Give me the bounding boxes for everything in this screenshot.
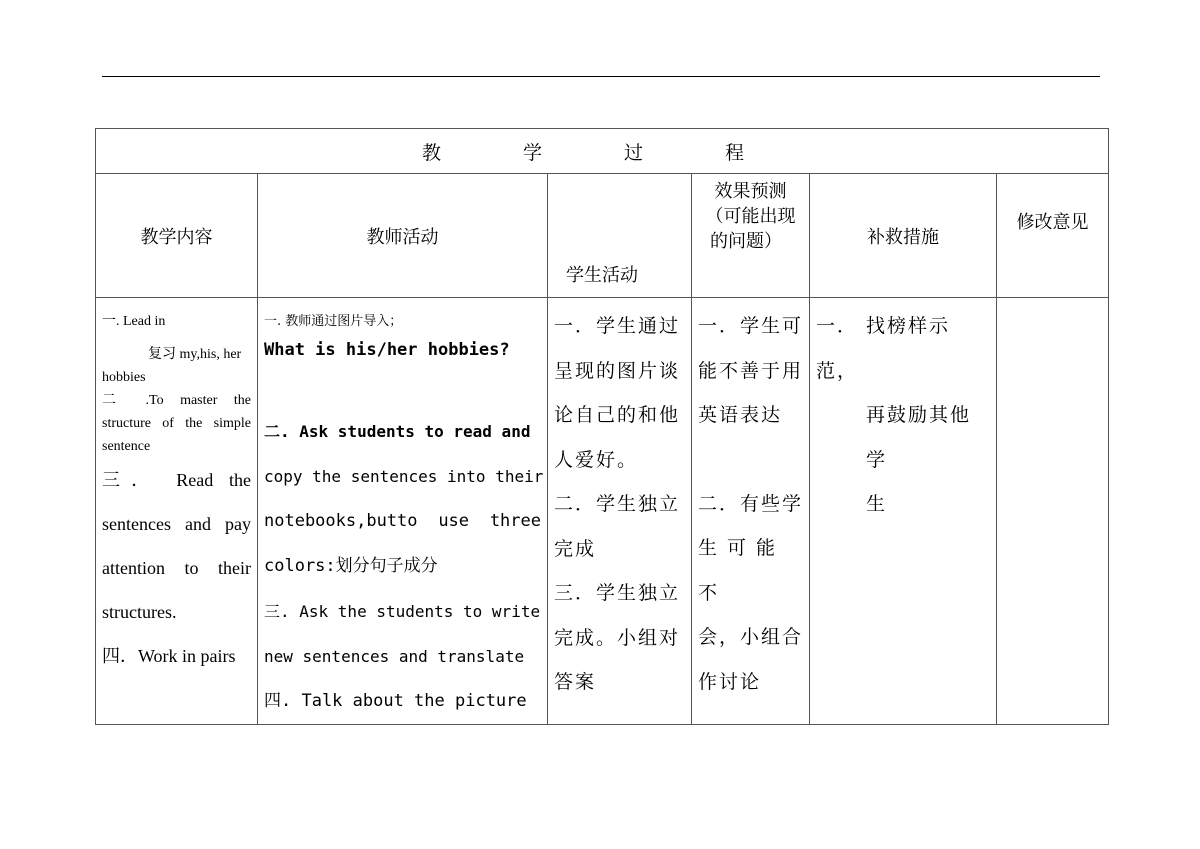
effect-line-1: 一．学生可 — [698, 315, 804, 337]
remedy-cell — [810, 298, 997, 725]
teacher-line-6: colors:划分句子成分 — [264, 556, 438, 576]
teaching-process-table — [95, 128, 1109, 725]
remedy-number: 一． — [816, 315, 859, 337]
student-line-2: 呈现的图片谈 — [554, 359, 681, 382]
remedy-line-2: 再鼓励其他学 — [866, 404, 972, 471]
header-rule — [102, 76, 1100, 77]
content-item-1: 一. Lead in — [102, 314, 166, 329]
teacher-line-4: copy the sentences into their — [264, 467, 544, 486]
effect-line-7: 作讨论 — [698, 670, 762, 693]
content-item-1-sub: 复习 my,his, her — [148, 347, 242, 362]
effect-gap — [698, 438, 803, 482]
table-title: 教 学 过 程 — [96, 129, 1109, 174]
teacher-line-7: 三. Ask the students to write — [264, 602, 541, 621]
student-line-5: 二．学生独立 — [554, 493, 681, 515]
header-effect-line2: （可能出现 — [705, 206, 796, 227]
student-line-3: 论自己的和他 — [554, 404, 681, 426]
content-item-4: 四．Work in pairs — [102, 646, 236, 666]
teacher-gap — [264, 365, 541, 409]
header-student-label: 学生活动 — [566, 265, 638, 286]
header-student-activity — [548, 174, 692, 298]
revise-cell — [997, 298, 1109, 725]
remedy-line-1 — [816, 304, 990, 393]
student-line-4: 人爱好。 — [554, 448, 639, 471]
student-line-8: 完成。小组对 — [554, 626, 681, 649]
content-item-3c: attention to their — [102, 558, 251, 578]
content-item-2c: sentence — [102, 439, 151, 454]
teacher-line-5: notebooks,butto use three — [264, 511, 541, 531]
content-item-3d: structures. — [102, 602, 177, 622]
effect-line-2: 能不善于用 — [698, 359, 804, 382]
teacher-line-2: What is his/her hobbies? — [264, 340, 510, 360]
effect-line-6: 会，小组合 — [698, 626, 804, 648]
teacher-line-8: new sentences and translate — [264, 647, 525, 666]
content-cell — [96, 298, 258, 725]
student-line-7: 三．学生独立 — [554, 582, 681, 604]
content-item-1-sub2: hobbies — [102, 370, 146, 385]
effect-prediction-cell — [692, 298, 810, 725]
effect-line-4: 二．有些学 — [698, 492, 804, 515]
student-activity-cell — [548, 298, 692, 725]
content-item-2a: 二 .To master the — [102, 393, 251, 408]
content-item-3a: 三． Read the — [102, 470, 251, 490]
student-line-1: 一．学生通过 — [554, 315, 681, 337]
student-line-6: 完成 — [554, 537, 597, 560]
remedy-text-1: 找榜样示范， — [816, 315, 951, 382]
header-effect-line1: 效果预测 — [714, 181, 787, 202]
student-line-9: 答案 — [554, 671, 597, 693]
content-item-2b: structure of the simple — [102, 416, 251, 431]
effect-line-5: 生可能不 — [698, 537, 786, 604]
remedy-line-3: 生 — [866, 493, 888, 515]
teacher-line-9: 四. Talk about the picture — [264, 691, 527, 711]
effect-line-3: 英语表达 — [698, 404, 783, 426]
teacher-line-3: 二. Ask students to read and — [264, 422, 531, 441]
teacher-activity-cell — [258, 298, 548, 725]
header-effect-prediction — [692, 174, 810, 298]
teacher-line-1: 一. 教师通过图片导入； — [264, 314, 403, 329]
header-teacher-activity: 教师活动 — [258, 174, 548, 298]
header-revise: 修改意见 — [997, 174, 1109, 298]
header-content: 教学内容 — [96, 174, 258, 298]
header-remedy: 补救措施 — [810, 174, 997, 298]
header-effect-line3: 的问题） — [710, 231, 782, 252]
content-item-3b: sentences and pay — [102, 514, 251, 534]
